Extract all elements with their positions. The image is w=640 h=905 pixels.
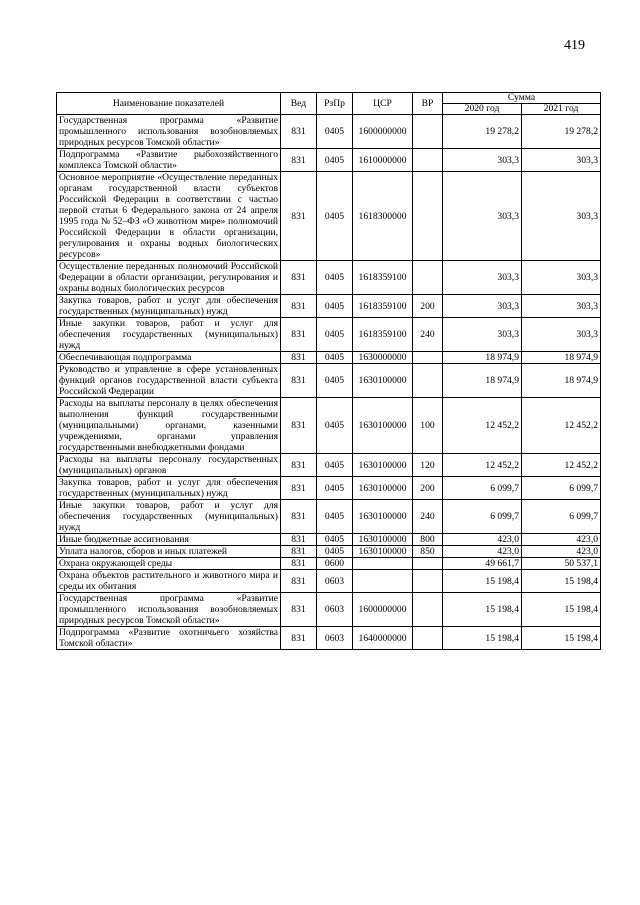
row-ved: 831 xyxy=(281,261,317,295)
row-rzpr: 0405 xyxy=(317,295,353,318)
row-ved: 831 xyxy=(281,295,317,318)
row-sum-2020: 15 198,4 xyxy=(443,627,522,650)
table-row xyxy=(57,570,601,593)
table-row xyxy=(57,172,601,261)
row-ved: 831 xyxy=(281,454,317,477)
row-csr: 1600000000 xyxy=(353,593,413,627)
row-sum-2021: 303,3 xyxy=(522,295,601,318)
row-csr: 1630100000 xyxy=(353,500,413,534)
row-ved: 831 xyxy=(281,593,317,627)
row-csr: 1600000000 xyxy=(353,115,413,149)
row-sum-2021: 19 278,2 xyxy=(522,115,601,149)
row-vr xyxy=(413,352,443,364)
row-rzpr: 0405 xyxy=(317,261,353,295)
row-vr: 100 xyxy=(413,398,443,454)
row-ved: 831 xyxy=(281,172,317,261)
row-name: Расходы на выплаты персоналу в целях обеспечения выполнения функций государственными (муниципальными) органами, казенными учреждениями, органами управления государственными внебюджетными фондами xyxy=(57,398,281,454)
table-row xyxy=(57,352,601,364)
row-name: Закупка товаров, работ и услуг для обеспечения государственных (муниципальных) нужд xyxy=(57,477,281,500)
row-vr xyxy=(413,593,443,627)
row-sum-2021: 423,0 xyxy=(522,546,601,558)
row-name: Иные бюджетные ассигнования xyxy=(57,534,281,546)
row-csr: 1618359100 xyxy=(353,295,413,318)
row-name: Расходы на выплаты персоналу государственных (муниципальных) органов xyxy=(57,454,281,477)
row-vr xyxy=(413,627,443,650)
row-rzpr: 0405 xyxy=(317,149,353,172)
row-rzpr: 0405 xyxy=(317,115,353,149)
row-vr xyxy=(413,172,443,261)
header-year-2020: 2020 год xyxy=(443,104,522,115)
row-name: Закупка товаров, работ и услуг для обеспечения государственных (муниципальных) нужд xyxy=(57,295,281,318)
row-name: Осуществление переданных полномочий Российской Федерации в области организации, регулирования и охраны водных биологических ресурсов xyxy=(57,261,281,295)
row-vr: 240 xyxy=(413,318,443,352)
row-sum-2020: 15 198,4 xyxy=(443,593,522,627)
row-sum-2021: 12 452,2 xyxy=(522,454,601,477)
row-name: Охрана окружающей среды xyxy=(57,558,281,570)
table-row xyxy=(57,546,601,558)
row-csr: 1618300000 xyxy=(353,172,413,261)
row-sum-2020: 303,3 xyxy=(443,172,522,261)
row-sum-2020: 303,3 xyxy=(443,295,522,318)
row-sum-2020: 6 099,7 xyxy=(443,500,522,534)
row-vr xyxy=(413,115,443,149)
row-sum-2021: 303,3 xyxy=(522,172,601,261)
row-csr xyxy=(353,558,413,570)
row-vr: 240 xyxy=(413,500,443,534)
row-rzpr: 0405 xyxy=(317,172,353,261)
header-name: Наименование показателей xyxy=(57,93,281,115)
header-sum: Сумма xyxy=(443,93,601,104)
row-sum-2021: 303,3 xyxy=(522,318,601,352)
row-ved: 831 xyxy=(281,398,317,454)
row-rzpr: 0603 xyxy=(317,627,353,650)
row-sum-2021: 18 974,9 xyxy=(522,364,601,398)
row-ved: 831 xyxy=(281,477,317,500)
row-csr: 1630000000 xyxy=(353,352,413,364)
header-ved: Вед xyxy=(281,93,317,115)
table-row xyxy=(57,149,601,172)
header-csr: ЦСР xyxy=(353,93,413,115)
row-csr: 1618359100 xyxy=(353,318,413,352)
row-vr xyxy=(413,149,443,172)
table-row xyxy=(57,115,601,149)
row-sum-2020: 303,3 xyxy=(443,318,522,352)
row-sum-2021: 423,0 xyxy=(522,534,601,546)
row-rzpr: 0405 xyxy=(317,364,353,398)
row-sum-2020: 49 661,7 xyxy=(443,558,522,570)
row-ved: 831 xyxy=(281,534,317,546)
table-row xyxy=(57,593,601,627)
row-name: Обеспечивающая подпрограмма xyxy=(57,352,281,364)
row-name: Государственная программа «Развитие промышленного использования возобновляемых природных ресурсов Томской области» xyxy=(57,115,281,149)
row-rzpr: 0405 xyxy=(317,398,353,454)
row-rzpr: 0603 xyxy=(317,570,353,593)
table-header xyxy=(57,93,601,115)
row-name: Основное мероприятие «Осуществление переданных органам государственной власти субъектов Российской Федерации в соответствии с частью первой статьи 6 Федерального закона от 24 апреля 1995 года № 52–ФЗ «О животном мире» полномочий Российской Федерации в области организации, регулирования и охраны водных биологических ресурсов» xyxy=(57,172,281,261)
row-csr: 1630100000 xyxy=(353,477,413,500)
row-sum-2020: 423,0 xyxy=(443,546,522,558)
row-sum-2020: 19 278,2 xyxy=(443,115,522,149)
row-sum-2021: 6 099,7 xyxy=(522,500,601,534)
row-ved: 831 xyxy=(281,352,317,364)
row-rzpr: 0405 xyxy=(317,546,353,558)
row-csr: 1630100000 xyxy=(353,454,413,477)
table-row xyxy=(57,364,601,398)
row-vr: 200 xyxy=(413,295,443,318)
row-csr: 1630100000 xyxy=(353,534,413,546)
row-csr: 1618359100 xyxy=(353,261,413,295)
table-row xyxy=(57,534,601,546)
row-vr: 200 xyxy=(413,477,443,500)
row-rzpr: 0603 xyxy=(317,593,353,627)
row-ved: 831 xyxy=(281,558,317,570)
table-row xyxy=(57,318,601,352)
row-ved: 831 xyxy=(281,364,317,398)
table-row xyxy=(57,295,601,318)
table-row xyxy=(57,558,601,570)
row-rzpr: 0405 xyxy=(317,454,353,477)
row-rzpr: 0405 xyxy=(317,352,353,364)
row-csr: 1630100000 xyxy=(353,546,413,558)
row-ved: 831 xyxy=(281,318,317,352)
page-number: 419 xyxy=(564,38,585,53)
row-sum-2020: 12 452,2 xyxy=(443,454,522,477)
row-csr xyxy=(353,570,413,593)
row-sum-2021: 50 537,1 xyxy=(522,558,601,570)
row-vr xyxy=(413,261,443,295)
row-name: Охрана объектов растительного и животного мира и среды их обитания xyxy=(57,570,281,593)
row-name: Государственная программа «Развитие промышленного использования возобновляемых природных ресурсов Томской области» xyxy=(57,593,281,627)
header-rzpr: РзПр xyxy=(317,93,353,115)
header-year-2021: 2021 год xyxy=(522,104,601,115)
row-rzpr: 0405 xyxy=(317,500,353,534)
row-vr: 800 xyxy=(413,534,443,546)
row-sum-2020: 18 974,9 xyxy=(443,352,522,364)
table-row xyxy=(57,454,601,477)
row-csr: 1630100000 xyxy=(353,364,413,398)
row-sum-2021: 12 452,2 xyxy=(522,398,601,454)
row-sum-2021: 15 198,4 xyxy=(522,593,601,627)
header-vr: ВР xyxy=(413,93,443,115)
row-vr xyxy=(413,558,443,570)
row-vr xyxy=(413,364,443,398)
row-csr: 1630100000 xyxy=(353,398,413,454)
row-rzpr: 0405 xyxy=(317,477,353,500)
row-sum-2021: 303,3 xyxy=(522,261,601,295)
row-sum-2021: 15 198,4 xyxy=(522,570,601,593)
budget-table xyxy=(56,92,601,650)
row-rzpr: 0600 xyxy=(317,558,353,570)
table-row xyxy=(57,261,601,295)
row-csr: 1640000000 xyxy=(353,627,413,650)
row-sum-2020: 303,3 xyxy=(443,149,522,172)
row-sum-2020: 303,3 xyxy=(443,261,522,295)
row-ved: 831 xyxy=(281,570,317,593)
row-csr: 1610000000 xyxy=(353,149,413,172)
row-sum-2021: 303,3 xyxy=(522,149,601,172)
row-sum-2020: 18 974,9 xyxy=(443,364,522,398)
row-ved: 831 xyxy=(281,546,317,558)
row-vr: 120 xyxy=(413,454,443,477)
row-name: Подпрограмма «Развитие рыбохозяйственного комплекса Томской области» xyxy=(57,149,281,172)
row-sum-2021: 15 198,4 xyxy=(522,627,601,650)
row-ved: 831 xyxy=(281,149,317,172)
row-sum-2020: 423,0 xyxy=(443,534,522,546)
row-vr: 850 xyxy=(413,546,443,558)
row-ved: 831 xyxy=(281,115,317,149)
row-name: Иные закупки товаров, работ и услуг для обеспечения государственных (муниципальных) нужд xyxy=(57,500,281,534)
row-sum-2021: 6 099,7 xyxy=(522,477,601,500)
row-sum-2020: 12 452,2 xyxy=(443,398,522,454)
row-name: Подпрограмма «Развитие охотничьего хозяйства Томской области» xyxy=(57,627,281,650)
table-body xyxy=(57,115,601,650)
row-ved: 831 xyxy=(281,500,317,534)
row-rzpr: 0405 xyxy=(317,318,353,352)
row-vr xyxy=(413,570,443,593)
row-sum-2020: 15 198,4 xyxy=(443,570,522,593)
row-ved: 831 xyxy=(281,627,317,650)
table-row xyxy=(57,500,601,534)
table-row xyxy=(57,398,601,454)
row-name: Руководство и управление в сфере установленных функций органов государственной власти субъекта Российской Федерации xyxy=(57,364,281,398)
row-name: Уплата налогов, сборов и иных платежей xyxy=(57,546,281,558)
row-name: Иные закупки товаров, работ и услуг для обеспечения государственных (муниципальных) нужд xyxy=(57,318,281,352)
row-rzpr: 0405 xyxy=(317,534,353,546)
row-sum-2020: 6 099,7 xyxy=(443,477,522,500)
row-sum-2021: 18 974,9 xyxy=(522,352,601,364)
table-row xyxy=(57,477,601,500)
table-row xyxy=(57,627,601,650)
